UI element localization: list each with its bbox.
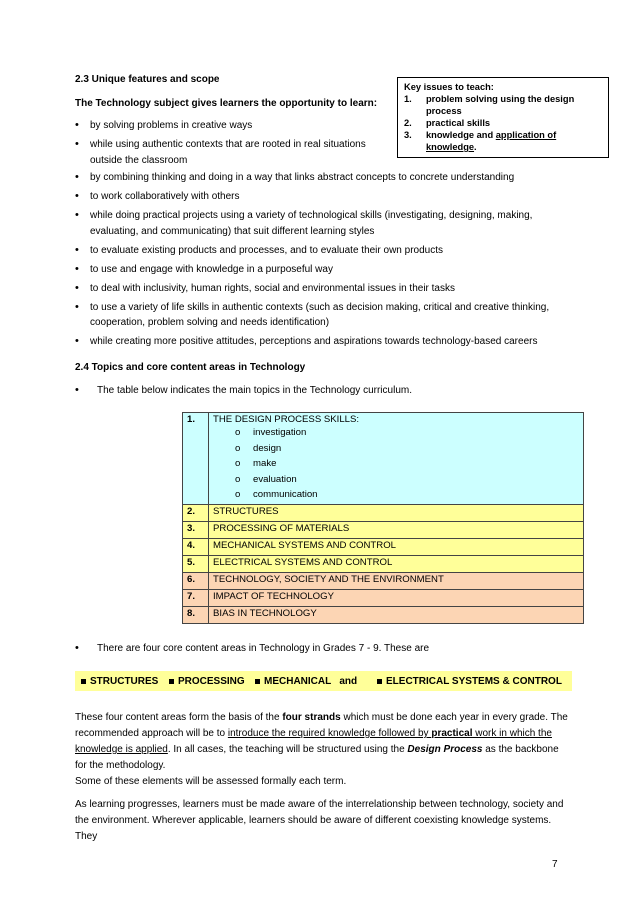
square-bullet-icon [169,679,174,684]
table-row [183,413,584,505]
row-title: THE DESIGN PROCESS SKILLS: [213,414,360,425]
key-issues-box [397,77,609,158]
list-item: • to use and engage with knowledge in a purposeful way [75,262,555,278]
list-item: • to work collaboratively with others [75,189,555,205]
circle-bullet-icon: o [235,442,241,454]
table-row: 6. TECHNOLOGY, SOCIETY AND THE ENVIRONMENT [183,572,584,589]
strands-bar [75,671,572,691]
topics-table [182,412,584,624]
list-item: • by combining thinking and doing in a way that links abstract concepts to concrete understanding [75,170,555,186]
sub-list [213,425,579,503]
square-bullet-icon [377,679,382,684]
bullet-icon: • [75,281,79,294]
list-item: o evaluation [235,472,579,488]
page-number: 7 [552,859,558,870]
list-item: • by solving problems in creative ways [75,118,375,134]
list-item: • The table below indicates the main topics in the Technology curriculum. [75,383,555,399]
bullet-list-core [75,641,555,660]
table-row: 2. STRUCTURES [183,504,584,521]
strand-item: STRUCTURES [81,676,169,687]
circle-bullet-icon: o [235,427,241,438]
key-issue-link: application of knowledge [426,130,557,152]
circle-bullet-icon: o [235,473,241,485]
bullet-icon: • [75,335,79,347]
bullet-icon: • [75,300,79,313]
row-number: 1. [183,413,209,505]
paragraph-learning: As learning progresses, learners must be made aware of the interrelationship between technology, society and the environment. Wherever applicable, learners should be aware of different coexisting knowledge systems. They [75,799,564,842]
square-bullet-icon [81,679,86,684]
table-row: 3. PROCESSING OF MATERIALS [183,521,584,538]
circle-bullet-icon: o [235,489,241,501]
list-item: • to evaluate existing products and processes, and to evaluate their own products [75,243,555,259]
bullet-icon: • [75,384,79,396]
bullet-icon: • [75,642,79,654]
paragraph-strands: These four content areas form the basis of the four strands which must be done each year in every grade. The recommended approach will be to introduce the required knowledge followed by practical work in which the knowledge is applied. In all cases, the teaching will be structured using the Design Process as the backbone for the methodology. [75,712,568,771]
list-item: o design [235,441,579,457]
bullet-icon: • [75,262,79,275]
bullet-icon: • [75,171,79,183]
strand-item: ELECTRICAL SYSTEMS & CONTROL [377,676,562,687]
table-row: 4. MECHANICAL SYSTEMS AND CONTROL [183,538,584,555]
bullet-icon: • [75,119,79,131]
key-issue-item: 2. practical skills [404,118,491,128]
circle-bullet-icon: o [235,458,241,470]
section-heading-2-4: 2.4 Topics and core content areas in Technology [75,362,306,373]
bullet-icon: • [75,209,79,221]
table-row: 5. ELECTRICAL SYSTEMS AND CONTROL [183,555,584,572]
paragraph-assessed: Some of these elements will be assessed formally each term. [75,776,347,787]
bullet-icon: • [75,138,79,150]
list-item: • while using authentic contexts that are rooted in real situations outside the classroom [75,138,366,166]
table-row: 8. BIAS IN TECHNOLOGY [183,606,584,623]
bullet-list-top [75,118,375,172]
table-row: 7. IMPACT OF TECHNOLOGY [183,589,584,606]
key-issue-item: 1. problem solving using the design process [404,94,575,116]
list-item: o investigation [235,425,579,441]
section-heading-2-3: 2.3 Unique features and scope [75,74,220,85]
strand-item: PROCESSING [169,676,255,687]
list-item: o communication [235,487,579,503]
key-issues-title: Key issues to teach: [404,82,494,92]
square-bullet-icon [255,679,260,684]
bullet-list-main [75,170,555,353]
list-item: • to deal with inclusivity, human rights, social and environmental issues in their tasks [75,281,555,297]
strand-item: MECHANICAL and [255,676,377,687]
bullet-icon: • [75,190,79,202]
key-issue-item: 3. knowledge and application of knowledge. [404,130,557,152]
bullet-icon: • [75,243,79,256]
list-item: o make [235,456,579,472]
section-intro: The Technology subject gives learners the opportunity to learn: [75,98,378,109]
list-item: • while creating more positive attitudes, perceptions and aspirations towards technology-based careers [75,334,555,350]
bullet-list-2-4 [75,383,555,402]
list-item: • There are four core content areas in Technology in Grades 7 - 9. These are [75,641,555,657]
list-item: • to use a variety of life skills in authentic contexts (such as decision making, critical and creative thinking, cooperation, problem solving and needs identification) [75,300,550,328]
list-item: • while doing practical projects using a variety of technological skills (investigating, designing, making, evaluating, and communicating) that suit different learning styles [75,209,533,237]
